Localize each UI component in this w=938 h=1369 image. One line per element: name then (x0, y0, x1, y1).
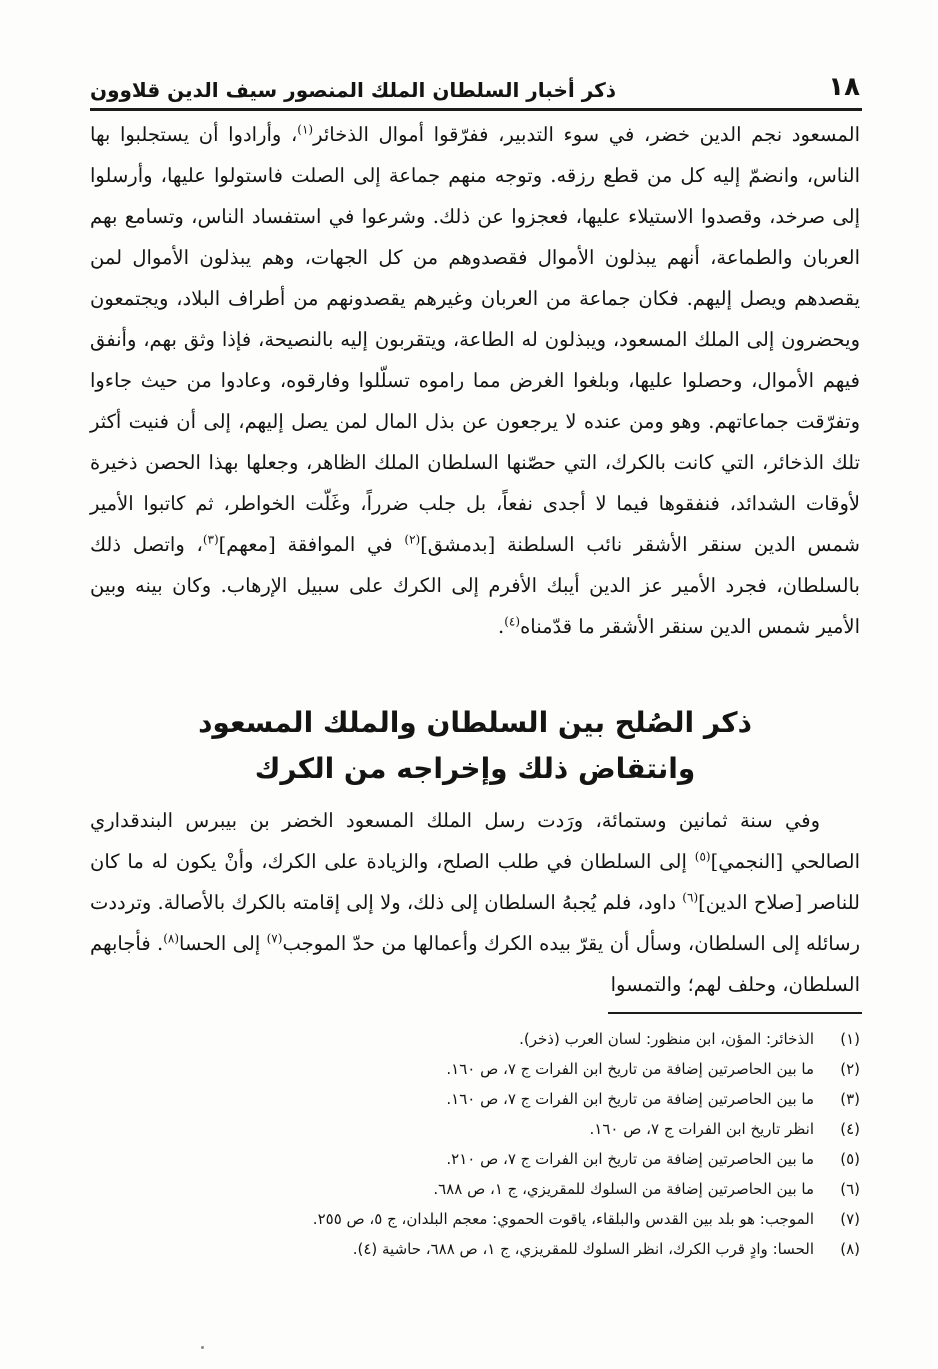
text-run: . فأجابهم السلطان، وحلف لهم؛ والتمسوا (90, 932, 860, 996)
paragraph-text (90, 800, 860, 1005)
footnote-ref: (٤) (504, 614, 521, 629)
footnote (90, 1234, 860, 1264)
text-run: . (498, 615, 505, 638)
footnote (90, 1024, 860, 1054)
section-heading (90, 700, 860, 792)
footnote-number: (٨) (840, 1240, 860, 1258)
text-run: المسعود نجم الدين خضر، في سوء التدبير، ففرّقوا أموال الذخائر (313, 123, 860, 146)
page-number: ١٨ (828, 72, 860, 102)
header-rule (90, 108, 862, 111)
footnote (90, 1114, 860, 1144)
text-run: وفي سنة ثمانين وستمائة، ورَدت رسل الملك المسعود الخضر بن بيبرس البندقداري الصالحي [النجمي] (90, 809, 860, 873)
footnote-number: (٤) (840, 1120, 860, 1138)
footnote (90, 1204, 860, 1234)
footnote-text: الحسا: وادٍ قرب الكرك، انظر السلوك للمقريزي، ج ١، ص ٦٨٨، حاشية (٤). (352, 1240, 814, 1258)
footnote-text: ما بين الحاصرتين إضافة من تاريخ ابن الفرات ج ٧، ص ١٦٠. (446, 1090, 814, 1108)
text-run: إلى الحسا (179, 932, 267, 955)
footnote-text: الذخائر: المؤن، ابن منظور: لسان العرب (ذخر). (519, 1030, 814, 1048)
text-run: في الموافقة [معهم] (218, 533, 405, 556)
scan-speck (201, 1346, 204, 1349)
running-title: ذكر أخبار السلطان الملك المنصور سيف الدين قلاوون (90, 78, 617, 102)
footnote-ref: (٨) (163, 931, 180, 946)
footnotes (90, 1024, 860, 1264)
footnote-text: الموجب: هو بلد بين القدس والبلقاء، ياقوت الحموي: معجم البلدان، ج ٥، ص ٢٥٥. (312, 1210, 814, 1228)
footnote-ref: (٦) (682, 890, 699, 905)
footnote-number: (٢) (840, 1060, 860, 1078)
footnote-text: ما بين الحاصرتين إضافة من السلوك للمقريزي، ج ١، ص ٦٨٨. (433, 1180, 814, 1198)
footnote-text: انظر تاريخ ابن الفرات ج ٧، ص ١٦٠. (589, 1120, 814, 1138)
footnote-rule (608, 1012, 862, 1014)
footnote-text: ما بين الحاصرتين إضافة من تاريخ ابن الفرات ج ٧، ص ١٦٠. (446, 1060, 814, 1078)
footnote-ref: (٥) (694, 849, 711, 864)
text-run: ، واتصل ذلك بالسلطان، فجرد الأمير عز الدين أيبك الأفرم إلى الكرك على سبيل الإرهاب. وكان بينه وبين الأمير شمس الدين سنقر الأشقر ما قدّمناه (90, 533, 860, 638)
footnote-text: ما بين الحاصرتين إضافة من تاريخ ابن الفرات ج ٧، ص ٢١٠. (446, 1150, 814, 1168)
body-paragraph-1 (90, 114, 860, 647)
footnote (90, 1054, 860, 1084)
footnote (90, 1174, 860, 1204)
footnote-ref: (٧) (266, 931, 283, 946)
footnote-ref: (٣) (202, 532, 219, 547)
text-run: ، وأرادوا أن يستجلبوا بها الناس، وانضمّ إليه كل من قطع رزقه. وتوجه منهم جماعة إلى الصلت فاستولوا عليها، وأرسلوا إلى صرخد، وقصدوا الاستيلاء عليها، فعجزوا عن ذلك. وشرعوا في استفساد الناس، وتسامع بهم العربان والطماعة، أنهم يبذلون الأموال فقصدوهم من كل الجهات، وهم يبذلون الأموال لمن يقصدهم ويصل إليهم. فكان جماعة من العربان وغيرهم يقصدونهم من أطراف البلاد، ويجتمعون ويحضرون إلى الملك المسعود، ويبذلون له الطاعة، ويتقربون إليه بالنصيحة، فإذا وثق بهم، وأنفق فيهم الأموال، وحصلوا عليها، وبلغوا الغرض مما راموه تسلّلوا وفارقوه، وعادوا من حيث جاءوا وتفرّقت جماعاتهم. وهو ومن عنده لا يرجعون عن بذل المال لمن يصل إليهم، إلى أن فنيت أكثر تلك الذخائر، التي كانت بالكرك، التي حصّنها السلطان الملك الظاهر، وجعلها بهذا الحصن ذخيرة لأوقات الشدائد، فنفقوها فيما لا أجدى نفعاً، بل جلب ضرراً، وغَلّت الخواطر، ثم كاتبوا الأمير شمس الدين سنقر الأشقر نائب السلطنة [بدمشق] (90, 123, 860, 556)
section-heading-line-1: ذكر الصُلح بين السلطان والملك المسعود (198, 706, 752, 739)
footnote-number: (٦) (840, 1180, 860, 1198)
footnote-number: (٣) (840, 1090, 860, 1108)
footnote (90, 1084, 860, 1114)
footnote-ref: (١) (297, 122, 314, 137)
footnote-number: (١) (840, 1030, 860, 1048)
text-run: داود، فلم يُجبهُ السلطان إلى ذلك، ولا إلى إقامته بالكرك بالأصالة. وترددت رسائله إلى السلطان، وسأل أن يقرّ بيده الكرك وأعمالها من حدّ الموجب (90, 891, 860, 955)
text-run: إلى السلطان في طلب الصلح، والزيادة على الكرك، وأنْ يكون له ما كان للناصر [صلاح الدين] (90, 850, 860, 914)
footnote (90, 1144, 860, 1174)
body-paragraph-2 (90, 800, 860, 1005)
page-header (90, 62, 860, 102)
footnote-ref: (٢) (404, 532, 421, 547)
paragraph-text (90, 114, 860, 647)
footnote-number: (٥) (840, 1150, 860, 1168)
footnote-number: (٧) (840, 1210, 860, 1228)
section-heading-line-2: وانتقاض ذلك وإخراجه من الكرك (254, 752, 696, 785)
